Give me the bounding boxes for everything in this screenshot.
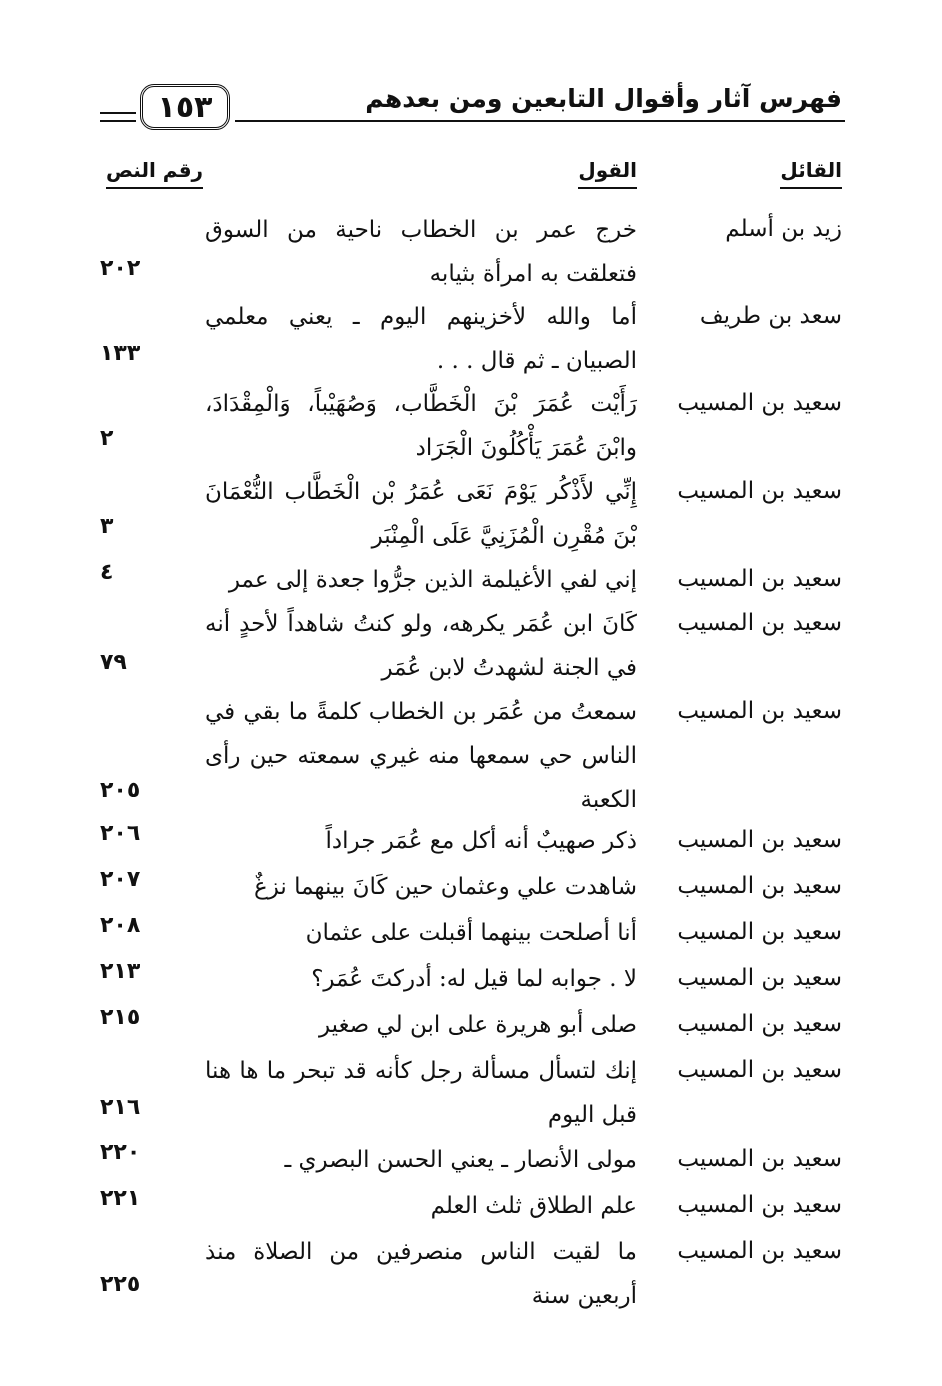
entry-speaker: سعيد بن المسيب (677, 873, 842, 899)
entry-speaker: سعيد بن المسيب (677, 1192, 842, 1218)
entry-number: ٢١٣ (100, 959, 141, 984)
entry-saying: أما والله لأخزينهم اليوم ـ يعني معلمي الصبيان ـ ثم قال . . . (205, 304, 637, 374)
entry-number: ٧٩ (100, 650, 127, 675)
entry-saying: لا . جوابه لما قيل له: أدركتَ عُمَر؟ (311, 966, 637, 992)
entry-saying: رَأَيْت عُمَرَ بْنَ الْخَطَّاب، وَصُهَيْباً، وَالْمِقْدَادَ، وابْنَ عُمَرَ يَأْكُلُونَ الْجَرَاد (205, 391, 637, 461)
entry-number: ٢٠٦ (100, 821, 141, 846)
entry-saying: إنك لتسأل مسألة رجل كأنه قد تبحر ما ها هنا قبل اليوم (205, 1058, 637, 1128)
entry-saying: علم الطلاق ثلث العلم (430, 1193, 637, 1219)
header-rule-left (100, 112, 136, 114)
running-head-title: فهرس آثار وأقوال التابعين ومن بعدهم (365, 84, 842, 113)
entry-saying: ذكر صهيبٌ أنه أكل مع عُمَر جراداً (325, 828, 637, 854)
entry-number: ٢ (100, 426, 114, 451)
column-heading-saying-label: القول (578, 158, 637, 182)
entry-speaker: سعيد بن المسيب (677, 1238, 842, 1264)
entry-number: ٢١٦ (100, 1095, 141, 1120)
column-heading-speaker (780, 158, 842, 189)
entry-speaker: سعيد بن المسيب (677, 965, 842, 991)
column-heading-saying (578, 158, 637, 189)
column-heading-speaker-label: القائل (780, 158, 842, 182)
entry-speaker: سعيد بن المسيب (677, 1146, 842, 1172)
entry-number: ٢٢٠ (100, 1140, 141, 1165)
entry-speaker: سعيد بن المسيب (677, 1057, 842, 1083)
column-heading-underline (578, 187, 637, 189)
entry-saying: مولى الأنصار ـ يعني الحسن البصري ـ (284, 1147, 637, 1173)
entry-speaker: سعيد بن المسيب (677, 390, 842, 416)
header-rule-left-2 (100, 120, 136, 122)
column-heading-underline (780, 187, 842, 189)
entry-saying: إِنِّي لأَذْكُر يَوْمَ نَعَى عُمَرُ بْن الْخَطَّاب النُّعْمَانَ بْنَ مُقْرِن الْمُزَنِيَّ عَلَى الْمِنْبَر (205, 479, 637, 549)
column-heading-number (106, 158, 203, 189)
column-heading-underline (106, 187, 203, 189)
entry-saying: ما لقيت الناس منصرفين من الصلاة منذ أربعين سنة (205, 1239, 637, 1309)
entry-saying: صلى أبو هريرة على ابن لي صغير (318, 1012, 637, 1038)
entry-speaker: سعيد بن المسيب (677, 566, 842, 592)
entry-speaker: سعيد بن المسيب (677, 698, 842, 724)
entry-number: ٢٠٢ (100, 256, 141, 281)
entry-saying: كَانَ ابن عُمَر يكرهه، ولو كنتُ شاهداً لأحدٍ أنه في الجنة لشهدتُ لابن عُمَر (205, 611, 637, 681)
entry-number: ٢٠٨ (100, 913, 141, 938)
entry-number: ٤ (100, 560, 114, 585)
entry-number: ٢٠٧ (100, 867, 141, 892)
entry-saying: شاهدت علي وعثمان حين كَانَ بينهما نزغٌ (254, 874, 637, 900)
entry-speaker: سعيد بن المسيب (677, 478, 842, 504)
entry-number: ٢٢٥ (100, 1272, 141, 1297)
column-heading-number-label: رقم النص (106, 158, 204, 182)
entry-saying: خرج عمر بن الخطاب ناحية من السوق فتعلقت به امرأة بثيابه (205, 217, 637, 287)
entry-number: ٢١٥ (100, 1005, 141, 1030)
entry-speaker: سعيد بن المسيب (677, 1011, 842, 1037)
entry-speaker: سعيد بن المسيب (677, 919, 842, 945)
entry-speaker: سعيد بن المسيب (677, 610, 842, 636)
entry-speaker: زيد بن أسلم (725, 216, 842, 242)
entry-number: ٢٢١ (100, 1186, 141, 1211)
entry-speaker: سعيد بن المسيب (677, 827, 842, 853)
header-rule (235, 120, 845, 122)
entry-number: ١٣٣ (100, 341, 141, 366)
page-number: ١٥٣ (140, 84, 230, 130)
entry-saying: إني لفي الأغيلمة الذين جرُّوا جعدة إلى عمر (228, 567, 637, 593)
entry-saying: أنا أصلحت بينهما أقبلت على عثمان (305, 920, 637, 946)
entry-number: ٢٠٥ (100, 778, 141, 803)
entry-speaker: سعد بن طريف (699, 303, 842, 329)
entry-number: ٣ (100, 514, 114, 539)
entry-saying: سمعتُ من عُمَر بن الخطاب كلمةً ما بقي في الناس حي سمعها منه غيري سمعته حين رأى الكعبة (205, 699, 637, 813)
